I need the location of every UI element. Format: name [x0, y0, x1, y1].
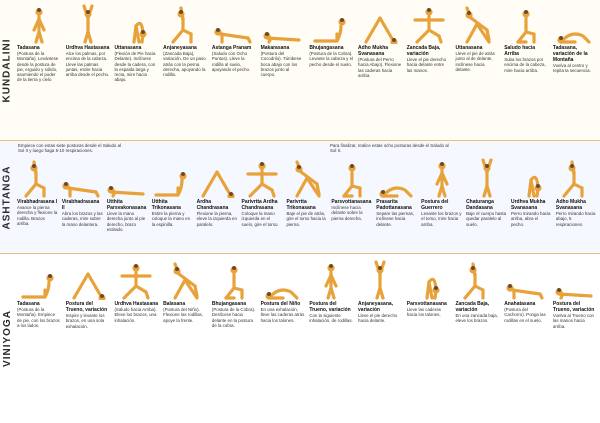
pose-description: Alce los palmas, por encima de la cabeza. Lleve las palmas juntas, estire hacia arriba desde el pecho. — [65, 51, 110, 78]
pose-description: Lleve el pie de atrás junto al de delante, inclínese hacia delante. — [455, 51, 495, 72]
pose-description: (Flexión de Pie hacia Delante). Inclínese desde la cadera, con la espalda larga y recta, mire hacia abajo. — [114, 51, 156, 83]
pose-description: Suba los brazos por encima de la cabeza, mire hacia arriba. — [504, 57, 546, 73]
pose-illustration — [553, 260, 597, 300]
pose-illustration — [114, 260, 158, 300]
pose-description: (Postura del Perro hacia Abajo). Flexione las caderas hacia arriba. — [358, 57, 402, 78]
pose-illustration — [358, 4, 402, 44]
pose-card — [260, 260, 306, 329]
pose-illustration — [286, 158, 327, 198]
pose-card — [465, 158, 508, 232]
pose-description: Lleve la mano derecha junto al pie derecho, brazo estirado. — [106, 211, 146, 232]
pose-name: Anjaneyasana — [163, 45, 197, 51]
pose-description: (Postura de la Cobra). Deslícese hacia delante en la postura de la cobra. — [211, 307, 256, 328]
pose-name: Bhujangasana — [211, 301, 247, 307]
pose-card — [454, 260, 500, 329]
pose-card — [65, 260, 111, 329]
pose-card — [454, 4, 500, 83]
pose-card — [211, 260, 257, 329]
pose-card — [285, 158, 328, 232]
pose-name: Anjaneyasana, variación — [358, 301, 394, 313]
pose-card — [503, 4, 549, 83]
pose-card — [375, 158, 418, 232]
pose-card — [503, 260, 549, 329]
pose-name: Urdhva Mukha Svanasana — [510, 199, 546, 211]
pose-card — [510, 158, 553, 232]
divider — [0, 140, 600, 141]
pose-illustration — [309, 4, 353, 44]
pose-card — [308, 4, 354, 83]
pose-name: Postura del Guerrero — [421, 199, 449, 211]
pose-card — [65, 4, 111, 83]
pose-description: Flexione la pierna, eleve la izquierda en paralelo. — [196, 211, 237, 227]
pose-illustration — [261, 4, 305, 44]
pose-name: Postura del Trueno, variación — [309, 301, 351, 313]
pose-card — [151, 158, 194, 232]
pose-name: Balasana — [163, 301, 186, 307]
pose-name: Prasarita Padottanasana — [376, 199, 412, 211]
pose-description: Perro mirando hacia abajo, 5 respiraciones. — [555, 211, 596, 227]
section-title: ASHTANGA — [1, 165, 13, 229]
pose-card — [552, 4, 598, 83]
pose-illustration — [261, 260, 305, 300]
pose-description: Separe las piernas, inclínese hacia delante. — [376, 211, 415, 227]
pose-name: Adho Mukha Svanasana — [358, 45, 389, 57]
pose-description: Lleve el pie derecho hacia delante. — [358, 313, 398, 324]
pose-name: Zancada Baja, variación — [406, 45, 441, 57]
pose-illustration — [66, 4, 110, 44]
pose-description: Baje el pie de atrás, gire el torso hacia la pierna. — [286, 211, 326, 227]
pose-name: Tadasana, variación de la Montaña — [552, 45, 588, 63]
divider — [0, 253, 600, 254]
pose-description: (Zancada Baja), variación. De un paso atrás con la pierna derecha, apoyando la rodilla. — [163, 51, 206, 78]
pose-name: Parsvottanasana — [406, 301, 447, 307]
pose-illustration — [66, 260, 110, 300]
pose-illustration — [17, 158, 58, 198]
pose-description: Inspire y levante los brazos, en una sola exhalación. — [65, 313, 105, 329]
pose-name: Postura del Trueno, variación — [65, 301, 108, 313]
pose-name: Uttanasana — [455, 45, 483, 51]
pose-card — [61, 158, 104, 232]
pose-name: Chaturanga Dandasana — [466, 199, 494, 211]
pose-name: Bhujangasana — [309, 45, 344, 51]
pose-card — [406, 260, 452, 329]
pose-description: (Saludo hacia Arriba). Eleve los brazos, una inhalación. — [114, 307, 157, 323]
pose-card — [16, 4, 62, 83]
pose-illustration — [309, 260, 353, 300]
pose-card — [357, 4, 403, 83]
section-title: VINIYOGA — [1, 310, 13, 367]
pose-illustration — [17, 4, 61, 44]
pose-name: Postura del Trueno, variación — [552, 301, 595, 313]
pose-card — [260, 4, 306, 83]
pose-description: (Postura del Cocodrilo). Túmbese boca abajo con los brazos junto al cuerpo. — [260, 51, 302, 78]
pose-description: (Saludo con Ocho Puntos). Lleve la rodilla al suelo, apoyando el pecho. — [211, 51, 251, 72]
pose-description: Inclínese hacia delante sobre la pierna derecha. — [331, 205, 363, 221]
pose-card — [308, 260, 354, 329]
viniyoga-pose-row — [16, 260, 598, 329]
pose-card — [357, 260, 403, 329]
section-label-kundalini — [0, 0, 14, 140]
pose-illustration — [331, 158, 372, 198]
ashtanga-outro-note: Para finalizar, realice estas ocho posturas desde el Saludo al Sol II. — [330, 143, 449, 154]
pose-illustration — [504, 4, 548, 44]
pose-illustration — [163, 260, 207, 300]
pose-illustration — [504, 260, 548, 300]
pose-description: En una zancada baja, eleve los brazos. — [455, 313, 498, 324]
pose-description: Coloque la mano izquierda en el suelo, gire el torso. — [241, 211, 279, 227]
pose-card — [16, 158, 59, 232]
pose-description: (Postura de la Montaña). Levántese desde la postura de pie, erguido y sólido, asumiendo el poder de la tierra y cielo — [17, 51, 59, 83]
section-title: KUNDALINI — [1, 38, 13, 102]
pose-card — [162, 4, 208, 83]
pose-description: (Postura del Cachorro). Ponga las rodillas en el suelo. — [504, 307, 546, 323]
ashtanga-pose-row — [16, 158, 598, 232]
pose-card — [211, 4, 257, 83]
pose-description: En una exhalación, lleve las caderas atrás hacia los talones. — [260, 307, 305, 323]
pose-name: Adho Mukha Svanasana — [555, 199, 586, 211]
pose-illustration — [556, 158, 597, 198]
pose-illustration — [407, 260, 451, 300]
pose-illustration — [212, 4, 256, 44]
pose-name: Anahatasana — [504, 301, 536, 307]
pose-illustration — [107, 158, 148, 198]
pose-name: Virabhadrasana II — [61, 199, 100, 211]
pose-illustration — [163, 4, 207, 44]
pose-illustration — [553, 4, 597, 44]
pose-description: (Postura de la Montaña). Empiece de pie, con los brazos a los lados. — [17, 307, 60, 328]
pose-name: Urdhva Hastasana — [65, 45, 110, 51]
pose-name: Utthita Parsvakonasana — [106, 199, 147, 211]
pose-illustration — [455, 260, 499, 300]
pose-card — [552, 260, 598, 329]
pose-description: Lleve el pie derecho hacia delante entre las manos. — [406, 57, 447, 73]
pose-illustration — [197, 158, 238, 198]
pose-illustration — [212, 260, 256, 300]
pose-description: Abra los brazos y las caderas, mire sobre la mano delantera. — [61, 211, 103, 227]
pose-card — [330, 158, 373, 232]
pose-name: Uttanasana — [114, 45, 142, 51]
pose-name: Zancada Baja, variación — [455, 301, 490, 313]
pose-card — [113, 260, 159, 329]
pose-illustration — [376, 158, 417, 198]
pose-name: Ardha Chandrasana — [196, 199, 229, 211]
pose-card — [162, 260, 208, 329]
pose-illustration — [152, 158, 193, 198]
pose-illustration — [511, 158, 552, 198]
pose-name: Postura del Niño — [260, 301, 301, 307]
pose-illustration — [358, 260, 402, 300]
pose-card — [113, 4, 159, 83]
pose-name: Parsvottanasana — [331, 199, 372, 205]
pose-illustration — [17, 260, 61, 300]
pose-description: Levante los brazos y el torso, mire hacia arriba. — [421, 211, 462, 227]
pose-name: Virabhadrasana I — [17, 199, 58, 205]
pose-description: (Postura de la Cobra). Levante la cabeza y el pecho desde el suelo. — [309, 51, 354, 67]
pose-name: Makarasana — [260, 45, 290, 51]
pose-card — [196, 158, 239, 232]
pose-name: Astanga Pranam — [211, 45, 252, 51]
section-label-ashtanga — [0, 141, 14, 253]
pose-illustration — [114, 4, 158, 44]
pose-description: Lleve las caderas hacia los talones. — [406, 307, 441, 318]
pose-card — [406, 4, 452, 83]
pose-description: Vuelva al Trueno con las manos hacia arriba. — [552, 313, 594, 329]
ashtanga-intro-note: Empiece con estas siete posturas desde el Saludo al Sol II y luego haga 5-10 respiraciones. — [18, 143, 121, 154]
pose-illustration — [62, 158, 103, 198]
pose-illustration — [242, 158, 283, 198]
pose-illustration — [407, 4, 451, 44]
pose-description: Avance la pierna derecha y flexione la rodilla. Brazos arriba. — [17, 205, 58, 226]
kundalini-pose-row — [16, 4, 598, 83]
pose-card — [555, 158, 598, 232]
pose-name: Tadasana — [17, 45, 40, 51]
pose-illustration — [455, 4, 499, 44]
pose-card — [16, 260, 62, 329]
pose-name: Urdhva Hastasana — [114, 301, 159, 307]
pose-name: Tadasana — [17, 301, 40, 307]
pose-name: Saludo hacia Arriba — [504, 45, 536, 57]
pose-name: Parivrtta Trikonasana — [286, 199, 316, 211]
pose-description: Baje el cuerpo hasta quedar paralelo al suelo. — [466, 211, 507, 227]
pose-description: Con la siguiente inhalación, de rodillas. — [309, 313, 353, 324]
pose-illustration — [466, 158, 507, 198]
pose-name: Utthita Trikonasana — [151, 199, 181, 211]
pose-card — [241, 158, 284, 232]
section-label-viniyoga — [0, 254, 14, 423]
pose-illustration — [421, 158, 462, 198]
pose-card — [420, 158, 463, 232]
pose-card — [106, 158, 149, 232]
pose-description: (Postura del Niño). Flexione las rodillas, apoye la frente. — [163, 307, 203, 323]
pose-description: Estire la pierna y coloque la mano en la espinilla. — [151, 211, 191, 227]
pose-description: Perro mirando hacia arriba, abra el pecho. — [510, 211, 551, 227]
pose-name: Parivrtta Ardha Chandrasana — [241, 199, 278, 211]
pose-description: Vuelva al centro y repita la secuencia. — [552, 63, 591, 74]
